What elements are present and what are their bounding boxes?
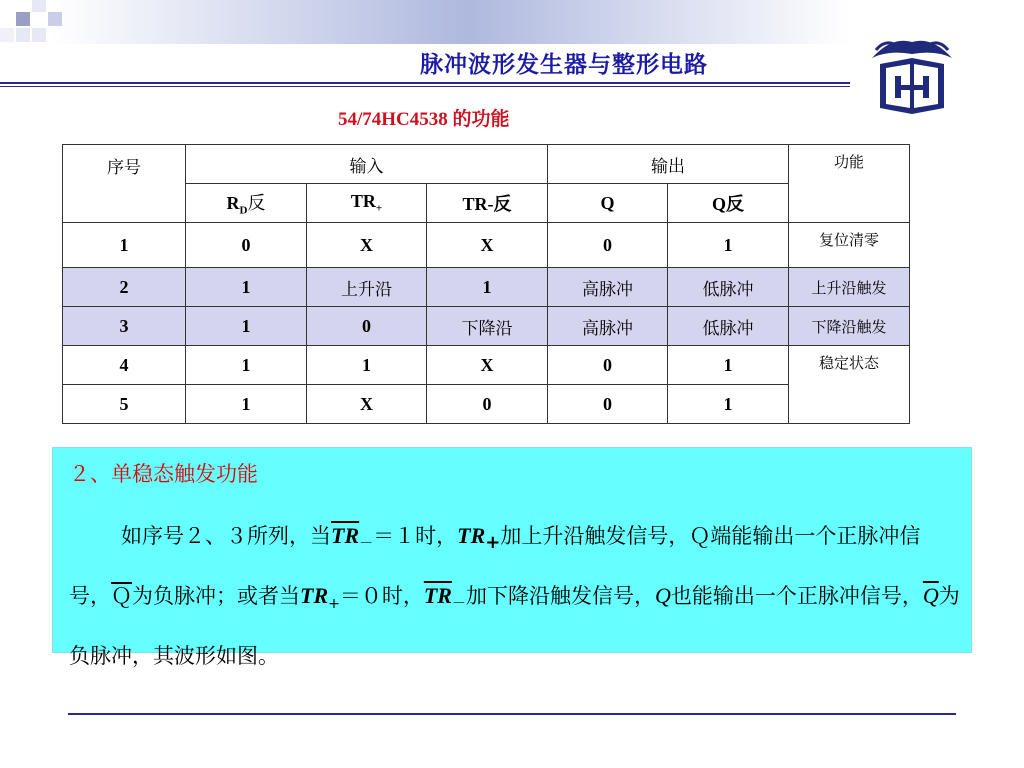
note-box [52, 447, 972, 669]
cell-function: 稳定状态 [789, 346, 910, 424]
cell-trminus: 下降沿 [427, 307, 548, 346]
cell-index: 2 [63, 268, 186, 307]
header-divider [0, 86, 850, 87]
col-q-header: Q [548, 184, 668, 223]
cell-q: 0 [548, 346, 668, 385]
cell-trplus: 上升沿 [307, 268, 427, 307]
table-row [63, 268, 910, 307]
col-function-header: 功能 [789, 145, 910, 223]
table-row [63, 307, 910, 346]
cell-q: 0 [548, 223, 668, 268]
col-input-header: 输入 [186, 145, 548, 184]
cell-function: 上升沿触发 [789, 268, 910, 307]
cell-rd: 1 [186, 268, 307, 307]
university-logo-icon [862, 28, 962, 116]
cell-trplus: X [307, 223, 427, 268]
header-band [0, 0, 850, 44]
cell-qbar: 1 [668, 346, 789, 385]
cell-index: 4 [63, 346, 186, 385]
cell-rd: 0 [186, 223, 307, 268]
col-trplus-header: $TR_+$ [307, 184, 427, 223]
note-title: ２、单稳态触发功能 [69, 462, 258, 486]
cell-qbar: 低脉冲 [668, 268, 789, 307]
col-output-header: 输出 [548, 145, 789, 184]
col-index-header: 序号 [63, 145, 186, 223]
cell-trplus: 1 [307, 346, 427, 385]
note-paragraph: 如序号２、３所列，当$\overline{TR}_-=1$时，$TR_+$加上升沿触发信号，Ｑ端能输出一个正脉冲信号，$\overline{Q}$为负脉冲；或者当$TR_+=0$时，$\overline{TR}_-$加下降沿触发信号，Q也能输出一个正脉冲信号，$\overline{Q}$为负脉冲，其波形如图。 [69, 523, 960, 669]
table-row [63, 223, 910, 268]
footer-divider [68, 713, 956, 715]
cell-trminus: X [427, 223, 548, 268]
cell-q: 高脉冲 [548, 268, 668, 307]
cell-qbar: 1 [668, 385, 789, 424]
header-divider [0, 82, 850, 84]
cell-rd: 1 [186, 307, 307, 346]
cell-index: 3 [63, 307, 186, 346]
page-title: 脉冲波形发生器与整形电路 [420, 51, 708, 78]
cell-trminus: 1 [427, 268, 548, 307]
col-rd-header: $R_D$反 [186, 184, 307, 223]
cell-q: 高脉冲 [548, 307, 668, 346]
cell-trminus: X [427, 346, 548, 385]
cell-index: 1 [63, 223, 186, 268]
col-qbar-header: Q反 [668, 184, 789, 223]
cell-index: 5 [63, 385, 186, 424]
cell-q: 0 [548, 385, 668, 424]
table-caption: 54/74HC4538 的功能 [338, 109, 510, 130]
cell-trminus: 0 [427, 385, 548, 424]
cell-function: 下降沿触发 [789, 307, 910, 346]
cell-function: 复位清零 [789, 223, 910, 268]
table-row [63, 385, 910, 424]
cell-rd: 1 [186, 346, 307, 385]
cell-qbar: 低脉冲 [668, 307, 789, 346]
cell-qbar: 1 [668, 223, 789, 268]
table-row [63, 346, 910, 385]
truth-table [62, 144, 910, 424]
cell-trplus: 0 [307, 307, 427, 346]
cell-rd: 1 [186, 385, 307, 424]
cell-trplus: X [307, 385, 427, 424]
col-trminus-header: TR-反 [427, 184, 548, 223]
